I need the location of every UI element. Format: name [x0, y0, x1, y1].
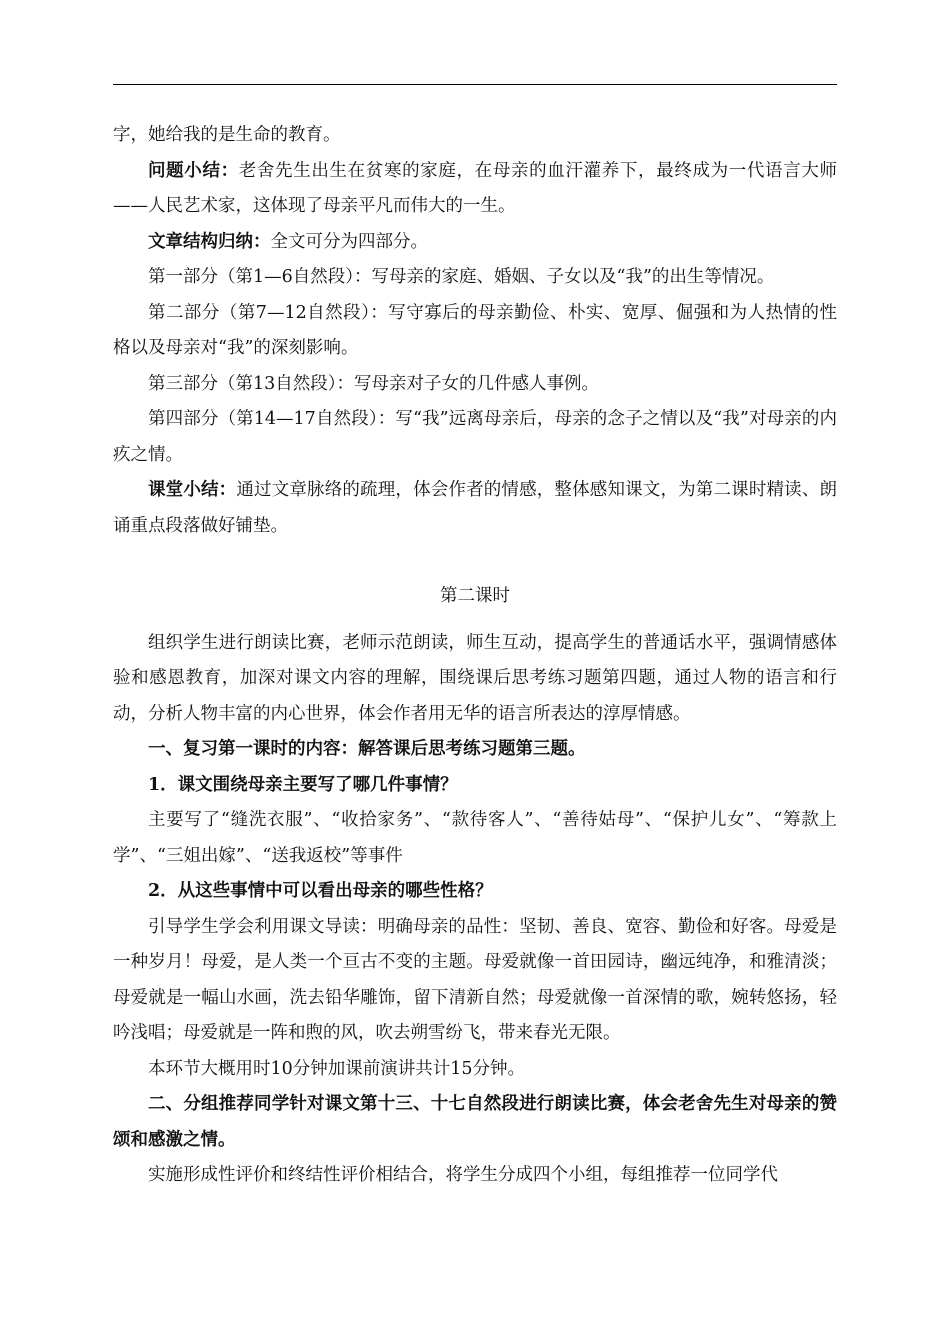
structure-text: 全文可分为四部分。	[270, 231, 428, 252]
question-two: 2．从这些事情中可以看出母亲的哪些性格？	[148, 881, 493, 901]
paragraph: 组织学生进行朗读比赛，老师示范朗读，师生互动，提高学生的普通话水平，强调情感体验和感恩教育，加深对课文内容的理解，围绕课后思考练习题第四题，通过人物的语言和行动，分析人物丰富的内心世界，体会作者用无华的语言所表达的淳厚情感。	[113, 632, 837, 724]
paragraph: 实施形成性评价和终结性评价相结合，将学生分成四个小组，每组推荐一位同学代	[148, 1165, 778, 1185]
header-rule	[113, 84, 837, 85]
part-two: 第二部分（第7—12自然段）：写守寡后的母亲勤俭、朴实、宽厚、倔强和为人热情的性格以及母亲对“我”的深刻影响。	[113, 302, 837, 358]
structure-paragraph	[113, 225, 837, 261]
part-one: 第一部分（第1—6自然段）：写母亲的家庭、婚姻、子女以及“我”的出生等情况。	[148, 267, 775, 287]
class-summary-label: 课堂小结：	[148, 480, 237, 500]
class-summary-text: 通过文章脉络的疏理，体会作者的情感，整体感知课文，为第二课时精读、朗诵重点段落做好铺垫。	[113, 480, 838, 536]
problem-summary-text: 老舍先生出生在贫寒的家庭，在母亲的血汗灌养下，最终成为一代语言大师——人民艺术家，这体现了母亲平凡而伟大的一生。	[113, 160, 838, 216]
answer-one: 主要写了“缝洗衣服”、“收拾家务”、“款待客人”、“善待姑母”、“保护儿女”、“筹款上学”、“三姐出嫁”、“送我返校”等事件	[113, 810, 837, 866]
answer-two: 引导学生学会利用课文导读：明确母亲的品性：坚韧、善良、宽容、勤俭和好客。母爱是一种岁月！母爱，是人类一个亘古不变的主题。母爱就像一首田园诗，幽远纯净，和雅清淡；母爱就是一幅山水画，洗去铅华雕饰，留下清新自然；母爱就像一首深情的歌，婉转悠扬，轻吟浅唱；母爱就是一阵和煦的风，吹去朔雪纷飞，带来春光无限。	[113, 916, 837, 1043]
question-one: 1．课文围绕母亲主要写了哪几件事情？	[148, 774, 458, 795]
reading-contest-heading: 二、分组推荐同学针对课文第十三、十七自然段进行朗读比赛，体会老舍先生对母亲的赞颂和感激之情。	[113, 1094, 837, 1150]
problem-summary-label: 问题小结：	[148, 160, 239, 181]
section-heading: 第二课时	[440, 586, 510, 606]
class-summary-paragraph	[113, 473, 837, 544]
part-four: 第四部分（第14—17自然段）：写“我”远离母亲后，母亲的念子之情以及“我”对母亲的内疚之情。	[113, 409, 837, 465]
problem-summary-paragraph	[113, 154, 837, 225]
document-body	[113, 118, 837, 1194]
paragraph: 字，她给我的是生命的教育。	[113, 125, 341, 145]
structure-label: 文章结构归纳：	[148, 231, 271, 252]
timing-note: 本环节大概用时10分钟加课前演讲共计15分钟。	[148, 1058, 526, 1079]
review-heading: 一、复习第一课时的内容：解答课后思考练习题第三题。	[148, 739, 586, 759]
part-three: 第三部分（第13自然段）：写母亲对子女的几件感人事例。	[148, 373, 600, 394]
